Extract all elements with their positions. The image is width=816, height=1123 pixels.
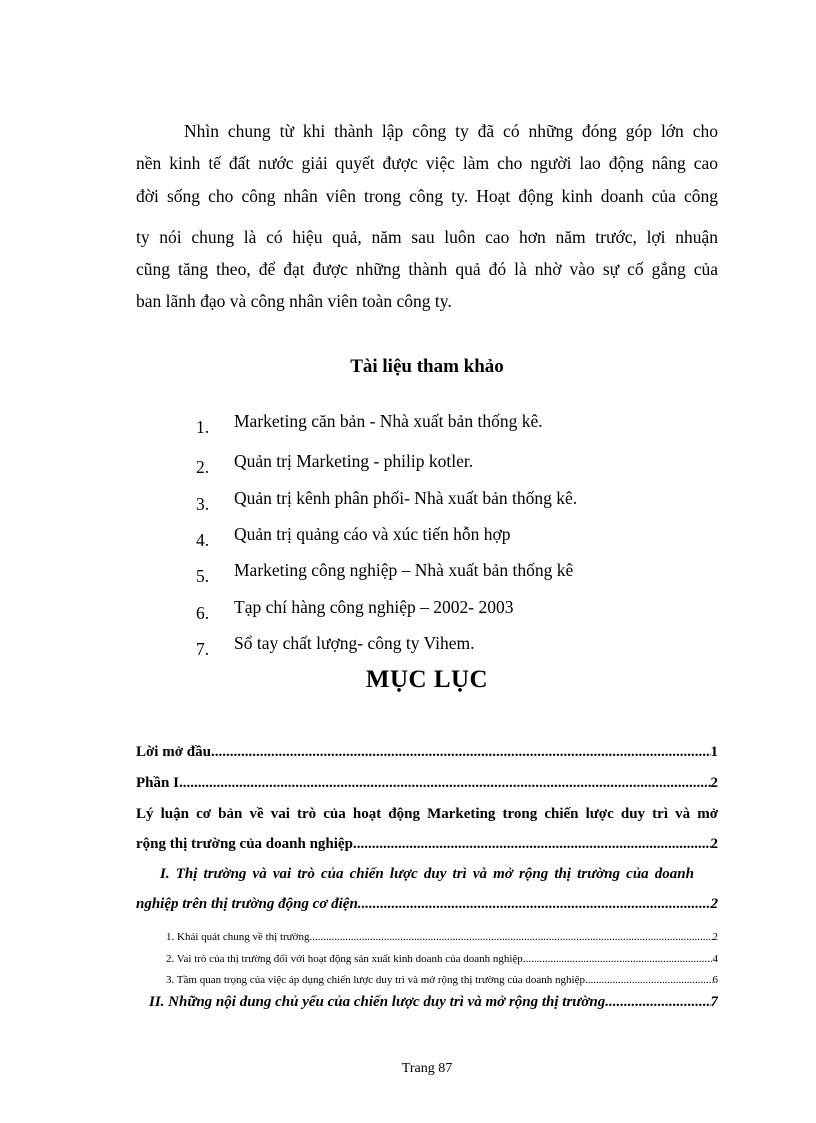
reference-text: Quản trị kênh phân phối- Nhà xuất bản thống kê. (234, 488, 578, 508)
toc-entry (166, 974, 718, 986)
toc-leader (605, 994, 710, 1011)
reference-number: 6. (196, 603, 210, 623)
references-heading: Tài liệu tham khảo (350, 356, 504, 377)
toc-leader (309, 931, 712, 943)
toc-leader (179, 775, 711, 792)
reference-text: Tạp chí hàng công nghiệp – 2002- 2003 (234, 597, 514, 617)
reference-item (196, 597, 514, 623)
toc-entry (136, 836, 718, 853)
toc-entry (166, 953, 718, 965)
toc-entry-line: I. Thị trường và vai trò của chiến lược duy trì và mở rộng thị trường của doanh (160, 866, 694, 882)
toc-entry-text: 2. Vai trò của thị trường đối với hoạt động sản xuất kinh doanh của doanh nghiệp (166, 953, 523, 965)
toc-entry (136, 775, 718, 792)
toc-page-number: 2 (710, 896, 718, 912)
toc-entry-text: nghiệp trên thị trường động cơ điện. (136, 896, 362, 912)
toc-leader (357, 836, 711, 853)
reference-number: 2. (196, 457, 210, 477)
toc-page-number: 2 (710, 836, 718, 852)
intro-line-4: ty nói chung là có hiệu quả, năm sau luôn cao hơn năm trước, lợi nhuận (136, 227, 718, 247)
toc-page-number: 2 (710, 775, 718, 791)
toc-entry (136, 896, 718, 913)
toc-leader (211, 744, 711, 761)
toc-page-number: 2 (712, 931, 718, 943)
reference-text: Marketing căn bản - Nhà xuất bản thống kê. (234, 411, 543, 431)
intro-line-2: nền kinh tế đất nước giải quyết được việc làm cho người lao động nâng cao (136, 153, 718, 173)
toc-leader (523, 953, 713, 965)
reference-item (196, 411, 543, 437)
toc-page-number: 4 (712, 953, 718, 965)
toc-entry-text: 1. Khái quát chung về thị trường (166, 931, 310, 943)
reference-number: 4. (196, 530, 210, 550)
toc-entry (166, 931, 718, 943)
toc-heading: MỤC LỤC (365, 666, 489, 693)
intro-line-5: cũng tăng theo, để đạt được những thành quả đó là nhờ vào sự cố gắng của (136, 259, 718, 279)
reference-text: Sổ tay chất lượng- công ty Vihem. (234, 633, 475, 653)
toc-entry-text: rộng thị trường của doanh nghiệp. (136, 836, 357, 852)
intro-line-1: Nhìn chung từ khi thành lập công ty đã có những đóng góp lớn cho (184, 121, 718, 141)
reference-number: 5. (196, 566, 210, 586)
reference-number: 1. (196, 417, 210, 437)
toc-leader (588, 974, 713, 986)
toc-entry-line: Lý luận cơ bản về vai trò của hoạt động Marketing trong chiến lược duy trì và mở (136, 806, 718, 822)
reference-text: Marketing công nghiệp – Nhà xuất bản thống kê (234, 560, 574, 580)
intro-line-3: đời sống cho công nhân viên trong công ty. Hoạt động kinh doanh của công (136, 186, 718, 206)
reference-number: 3. (196, 494, 210, 514)
reference-text: Quản trị Marketing - philip kotler. (234, 451, 474, 471)
reference-item (196, 451, 474, 477)
reference-item (196, 560, 574, 586)
toc-leader (362, 896, 711, 913)
reference-text: Quản trị quảng cáo và xúc tiến hỗn hợp (234, 524, 511, 544)
intro-line-6: ban lãnh đạo và công nhân viên toàn công ty. (136, 291, 452, 311)
toc-page-number: 1 (710, 744, 718, 760)
toc-entry-text: 3. Tầm quan trọng của việc áp dụng chiến lược duy trì và mở rộng thị trường của doanh nghiệp. (166, 974, 588, 986)
toc-entry (149, 994, 718, 1011)
reference-item (196, 633, 475, 659)
toc-entry-text: II. Những nội dung chủ yếu của chiến lược duy trì và mở rộng thị trường (149, 994, 606, 1010)
reference-item (196, 524, 511, 550)
toc-entry-text: Lời mở đầu (136, 744, 211, 760)
toc-entry (136, 744, 718, 761)
toc-page-number: 6 (712, 974, 718, 986)
page-footer: Trang 87 (401, 1061, 453, 1076)
toc-page-number: 7 (710, 994, 718, 1010)
reference-number: 7. (196, 639, 210, 659)
toc-entry-text: Phần I (136, 775, 179, 791)
reference-item (196, 488, 578, 514)
